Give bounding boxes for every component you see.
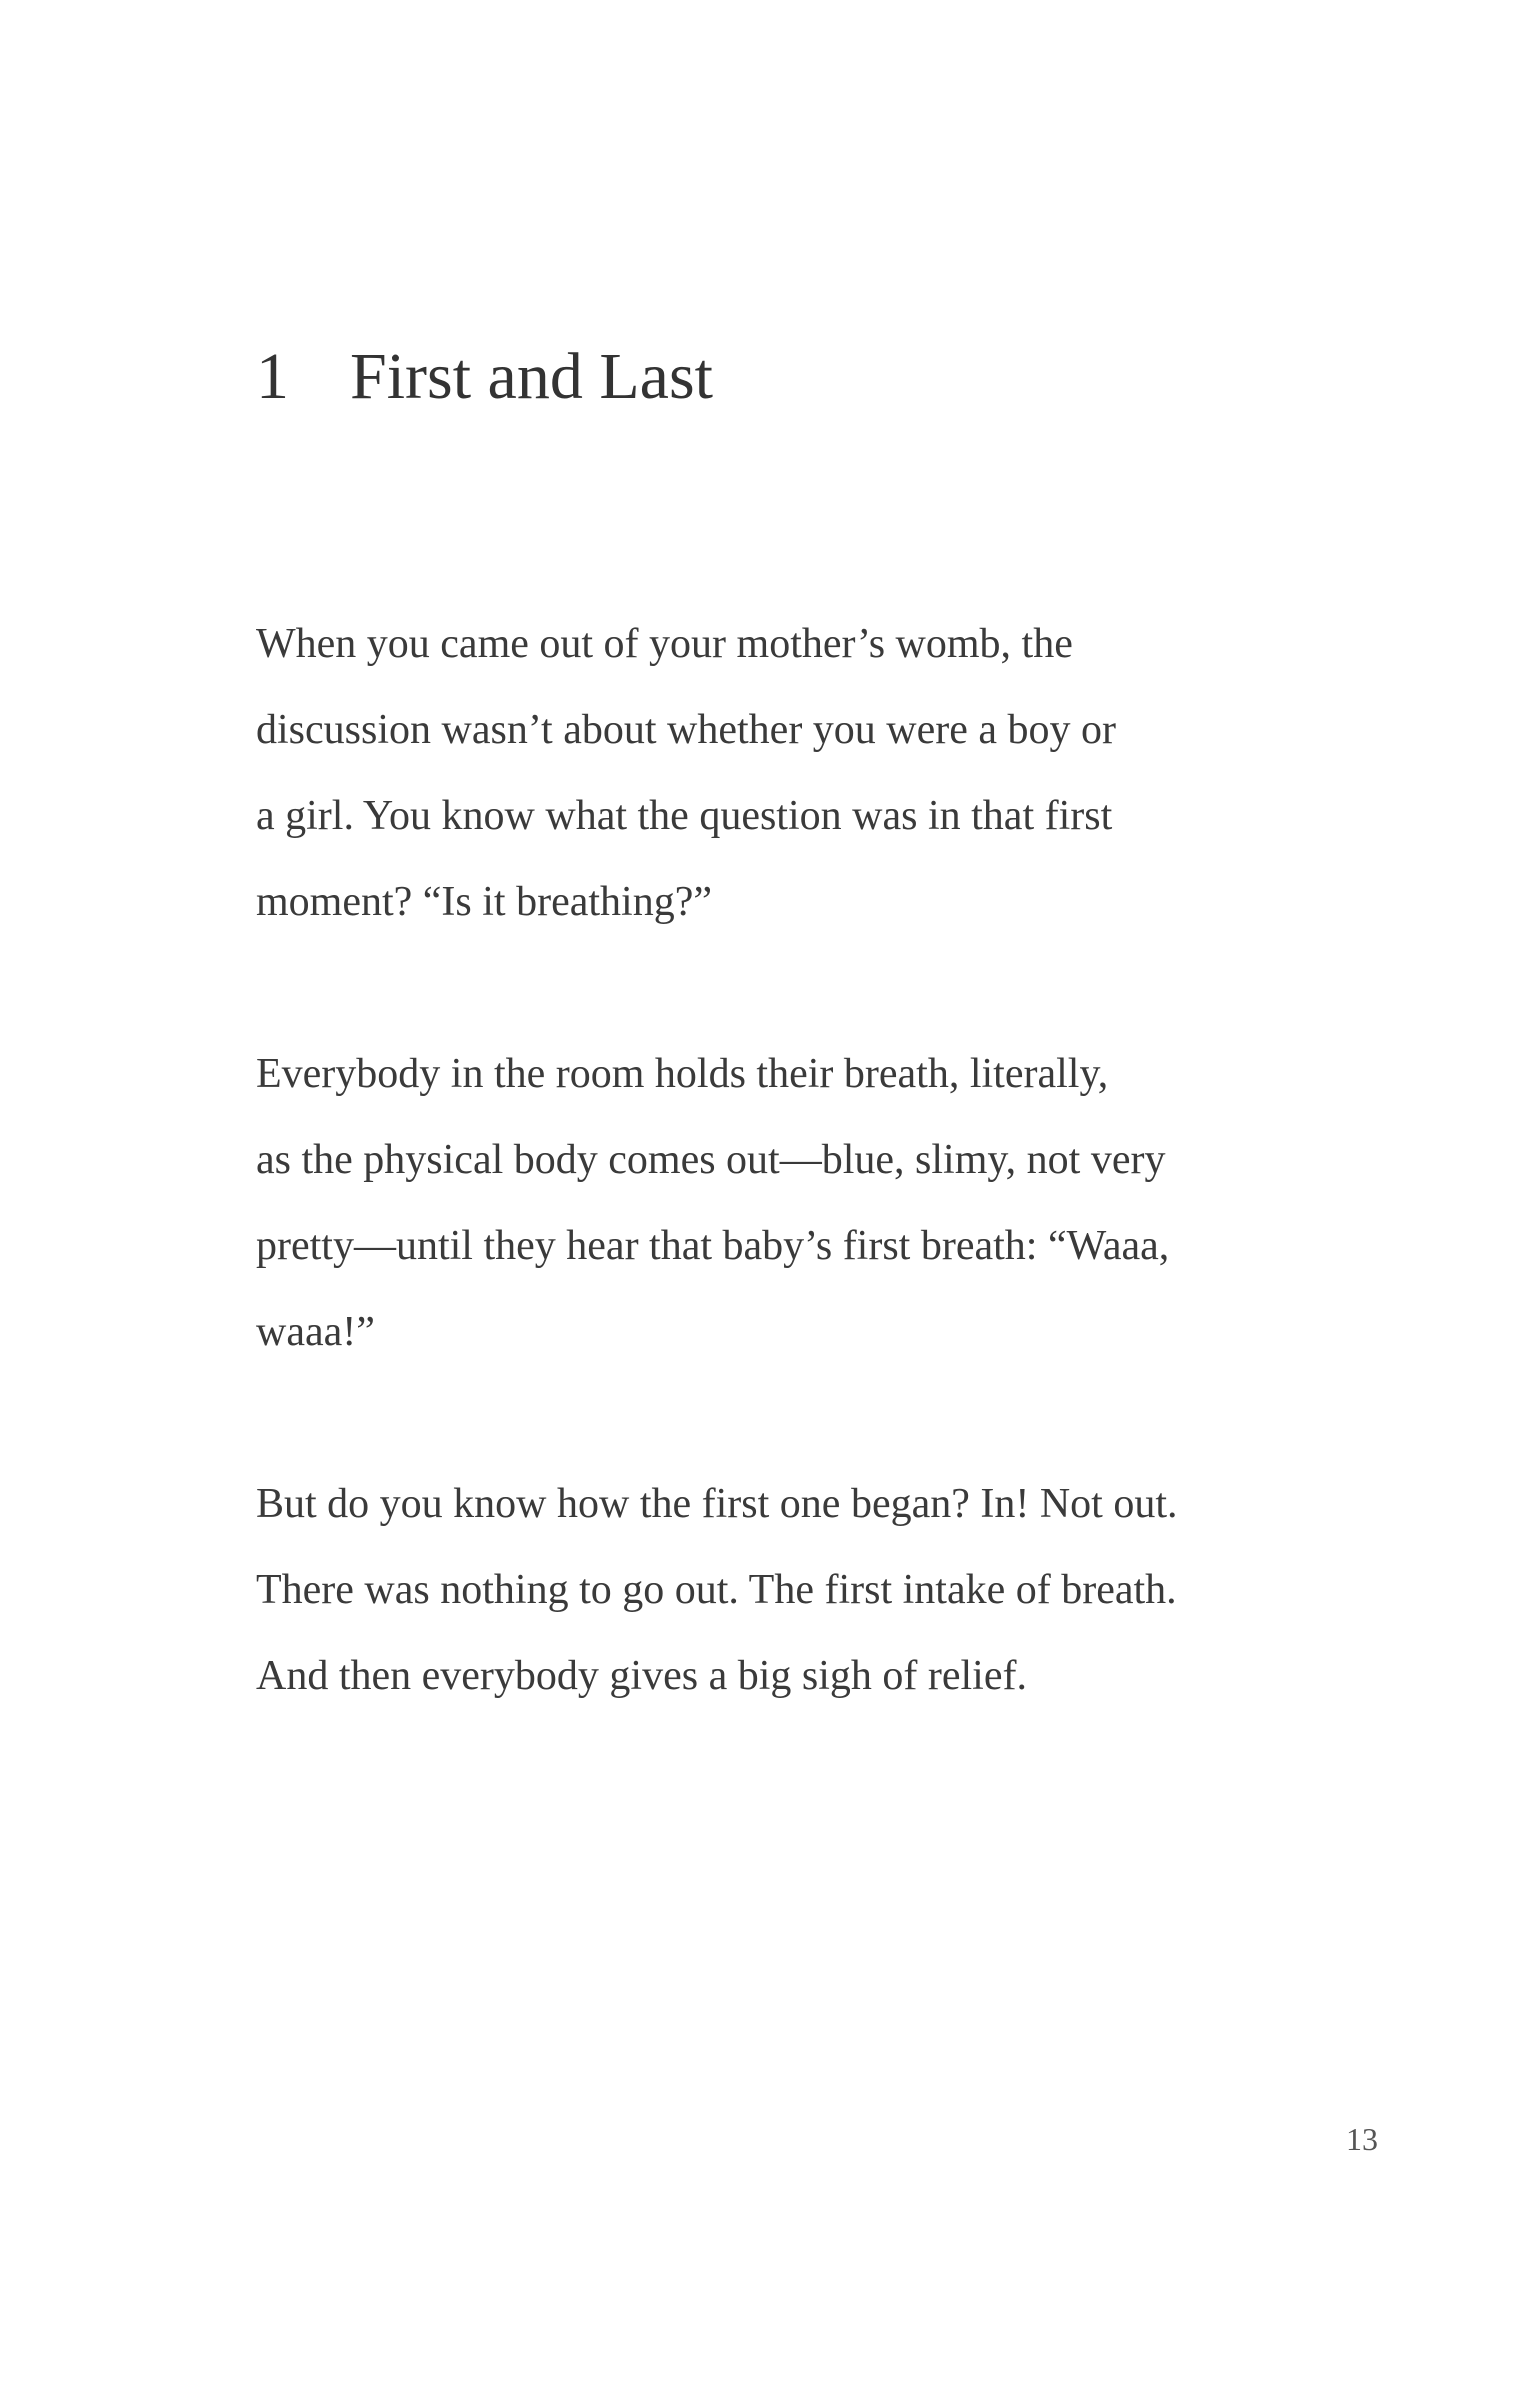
text-line: waaa!” bbox=[256, 1309, 375, 1355]
text-line: Everybody in the room holds their breath, literally, bbox=[256, 1051, 1109, 1097]
text-line: When you came out of your mother’s womb, the bbox=[256, 621, 1073, 667]
paragraph-3 bbox=[256, 1461, 1356, 1719]
chapter-number: 1 bbox=[256, 340, 289, 413]
text-line: pretty—until they hear that baby’s first breath: “Waaa, bbox=[256, 1223, 1170, 1269]
paragraph-1 bbox=[256, 601, 1356, 945]
text-line: But do you know how the first one began? In! Not out. bbox=[256, 1481, 1178, 1527]
chapter-title: First and Last bbox=[350, 340, 713, 413]
text-line: moment? “Is it breathing?” bbox=[256, 879, 712, 925]
text-line: There was nothing to go out. The first intake of breath. bbox=[256, 1567, 1177, 1613]
chapter-heading bbox=[256, 340, 713, 413]
page-number: 13 bbox=[1346, 2121, 1378, 2157]
text-line: discussion wasn’t about whether you were a boy or bbox=[256, 707, 1117, 753]
text-line: a girl. You know what the question was in that first bbox=[256, 793, 1113, 839]
text-line: as the physical body comes out—blue, slimy, not very bbox=[256, 1137, 1166, 1183]
text-line: And then everybody gives a big sigh of relief. bbox=[256, 1653, 1027, 1699]
paragraph-2 bbox=[256, 1031, 1356, 1375]
